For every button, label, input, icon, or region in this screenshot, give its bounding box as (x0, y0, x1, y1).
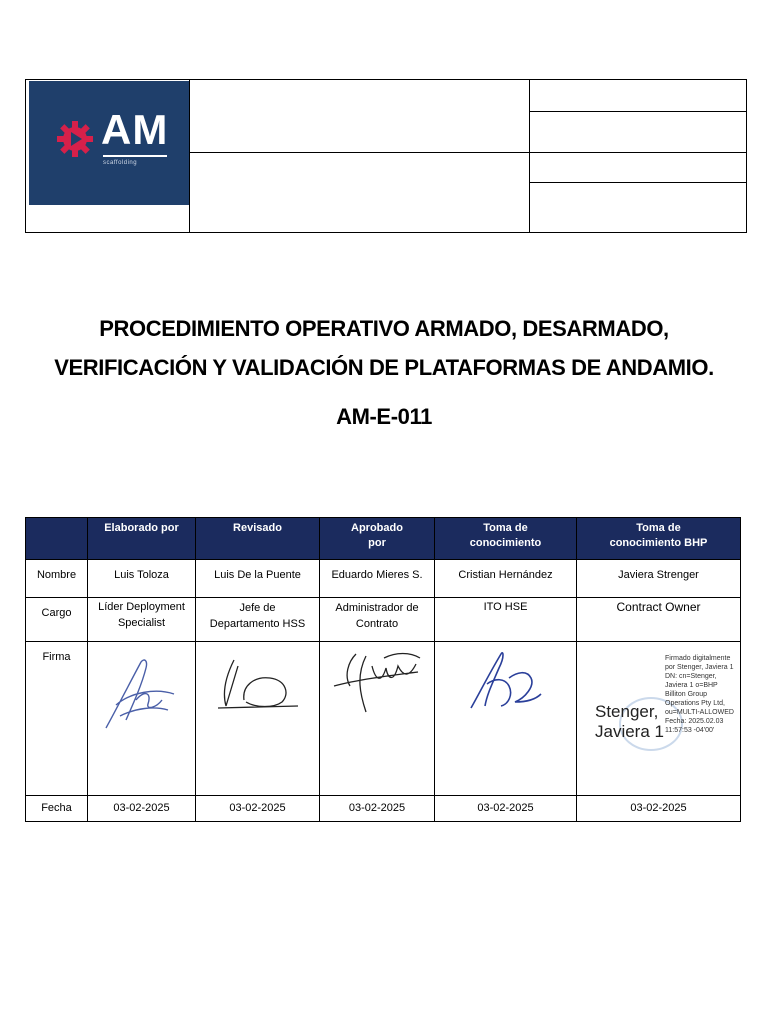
gear-icon (55, 119, 95, 159)
header-divider (530, 182, 746, 183)
header-right-cells (530, 80, 746, 232)
fecha-toma: 03-02-2025 (477, 802, 534, 814)
signature-toma-bhp (577, 642, 741, 796)
document-title-line-2: VERIFICACIÓN Y VALIDACIÓN DE PLATAFORMAS DE ANDAMIO. (54, 355, 714, 380)
cargo-revisado-2: Departamento HSS (209, 618, 306, 630)
header-toma-label-2: conocimiento (469, 537, 542, 549)
table-row-nombre (26, 560, 741, 598)
header-aprobado (320, 518, 435, 560)
signature-toma (435, 642, 577, 796)
handwritten-signature-image (326, 646, 426, 716)
header-revisado-label: Revisado (233, 522, 282, 534)
row-label-fecha: Fecha (41, 802, 72, 814)
logo-text: AM (101, 106, 169, 153)
handwritten-signature-image (212, 656, 302, 716)
header-toma-label-1: Toma de (483, 522, 528, 534)
signature-elaborado (88, 642, 196, 796)
digital-signature-name (595, 702, 664, 742)
header-empty (26, 518, 88, 560)
fecha-toma-bhp: 03-02-2025 (630, 802, 687, 814)
header-toma-bhp (577, 518, 741, 560)
header-elaborado-label: Elaborado por (104, 522, 179, 534)
document-code: AM-E-011 (336, 404, 432, 429)
fecha-elaborado: 03-02-2025 (113, 802, 170, 814)
nombre-revisado: Luis De la Puente (214, 569, 301, 581)
header-aprobado-label-1: Aprobado (351, 522, 403, 534)
document-title-line-1: PROCEDIMIENTO OPERATIVO ARMADO, DESARMADO, (99, 316, 669, 341)
cargo-aprobado-2: Contrato (355, 618, 399, 630)
header-toma (435, 518, 577, 560)
signature-aprobado (320, 642, 435, 796)
header-toma-bhp-label-1: Toma de (636, 522, 681, 534)
cargo-elaborado-2: Specialist (117, 617, 166, 629)
digital-signature-name-1: Stenger, (595, 702, 659, 721)
header-elaborado (88, 518, 196, 560)
nombre-aprobado: Eduardo Mieres S. (331, 569, 423, 581)
signature-revisado (196, 642, 320, 796)
logo-subtext: scaffolding (103, 160, 138, 166)
logo-underline (103, 155, 167, 157)
row-label-firma: Firma (42, 651, 71, 663)
digital-signature-details: Firmado digitalmente por Stenger, Javiera 1 DN: cn=Stenger, Javiera 1 o=BHP Billiton Group Operations Pty Ltd, ou=MULTI-ALLOWED Fecha: 2025.02.03 11:57:53 -04'00' (665, 655, 734, 734)
cargo-revisado-1: Jefe de (239, 602, 276, 614)
header-divider (530, 111, 746, 112)
logo-cell (26, 80, 190, 232)
cargo-aprobado-1: Administrador de (335, 602, 419, 614)
nombre-toma-bhp: Javiera Strenger (618, 569, 699, 581)
cargo-elaborado-1: Líder Deployment (98, 601, 185, 613)
company-logo (29, 81, 189, 205)
header-divider (530, 152, 746, 153)
table-row-cargo (26, 598, 741, 642)
nombre-elaborado: Luis Toloza (114, 569, 169, 581)
header-revisado (196, 518, 320, 560)
handwritten-signature-image (465, 648, 545, 714)
header-middle-cells (190, 80, 530, 232)
document-header-table (25, 79, 747, 233)
table-row-fecha (26, 796, 741, 822)
approval-table (25, 517, 741, 822)
fecha-aprobado: 03-02-2025 (348, 802, 406, 814)
nombre-toma: Cristian Hernández (458, 569, 553, 581)
row-label-cargo: Cargo (41, 607, 72, 619)
handwritten-signature-image (96, 650, 186, 740)
table-header-row (26, 518, 741, 560)
cargo-toma-bhp: Contract Owner (616, 600, 701, 614)
cargo-toma: ITO HSE (483, 601, 528, 613)
row-label-nombre: Nombre (36, 569, 77, 581)
fecha-revisado: 03-02-2025 (229, 802, 286, 814)
header-aprobado-label-2: por (368, 537, 386, 549)
header-divider (190, 152, 529, 153)
table-row-firma (26, 642, 741, 796)
digital-signature-name-2: Javiera 1 (595, 722, 664, 741)
header-toma-bhp-label-2: conocimiento BHP (609, 537, 708, 549)
